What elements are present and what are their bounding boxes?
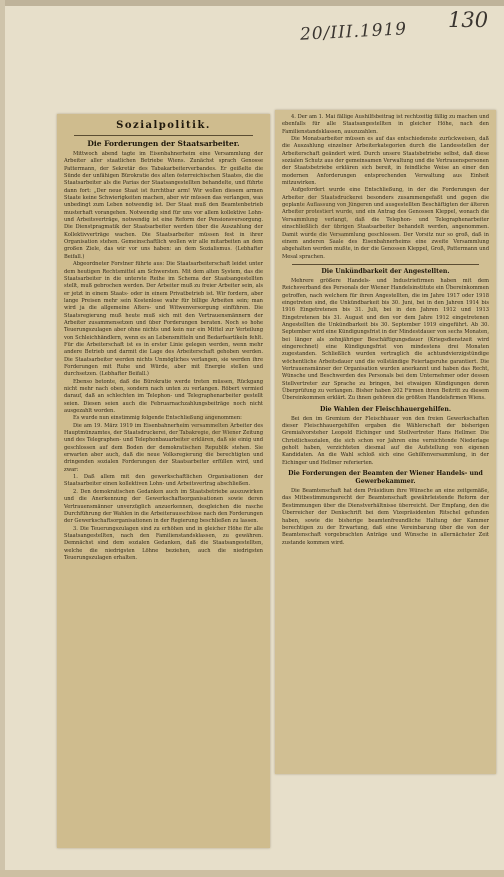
article-title: Die Forderungen der Beamten der Wiener Handels- und Gewerbekammer. [288,470,483,486]
paragraph: Aufgefordert wurde eine Entschließung, in der die Forderungen der Arbeiter der Staatsdruckerei besonders zusammengefaßt und gegen die geplante Auflassung von Jüngeren und ausgestellten Beschäftigten der älteren Arbeiter protestiert wurde, und ein Antrag des Genossen Kleppel, wonach die Versammlung verlangt, daß die Telephon- und Telegraphenarbeiter einschließlich der übrigen Staatsarbeiter behandelt werden, angenommen. Damit wurde die Versammlung geschlossen. Der Vorsitz nur so groß, daß in einem anderen Saale des Eisenbahnerheims eine zweite Versammlung abgehalten werden mußte, in der die Genossen Kleppel, Groß, Pattermann und Mesal sprachen. [282,187,489,260]
left-clipping-text [57,114,270,566]
paragraph: 3. Die Teuerungszulagen sind zu erhöhen und in gleicher Höhe für alle Staatsangestellten, nach den Familienstandsklassen, zu gewähren. Demnächst sind dem sozialen Gedanken, daß die Staatsangestellten, welche die niedrigsten Löhne beziehen, auch die niedrigsten Teuerungszulagen erhalten. [64,525,263,561]
paragraph: 4. Der am 1. Mai fällige Aushilfsbeitrag ist rechtzeitig fällig zu machen und ebenfalls für alle Staatsangestellten in gleicher Höhe, nach den Familienstandsklassen, auszuzahlen. [282,114,489,135]
article-title: Die Unkündbarkeit der Angestellten. [321,267,450,275]
sheet-top-edge [0,0,504,6]
paragraph: Es wurde nun einstimmig folgende Entschließung angenommen: [73,415,242,422]
paragraph: Die Beamtenschaft hat dem Präsidium ihre Wünsche an eine zeitgemäße, das Mitbestimmungsrecht der Beamtenschaft gewährleistende Reform der Bestimmungen über die Dienstverhältnisse überreicht. Der Empfang, den die Überreicher der Denkschrift bei dem Vizepräsidenten Ritschel gefunden haben, sowie die bisherige beamtenfreundliche Haltung der Kammer berechtigen zu der Erwartung, daß eine Vereinbarung über die von der Beamtenschaft vorgebrachten Anträge und Wünsche in allernächster Zeit zustande kommen wird. [282,488,489,546]
paragraph: Mittwoch abend tagte im Eisenbahnerheim eine Versammlung der Arbeiter aller staatlichen Betriebe Wiens. Zunächst sprach Genosse Pattermann, der Sekretär des Tabakarbeiterverbandes. Er geißelte die Sünde der unfähigen Bürokratie des alten österreichischen Staates, die die Staatsarbeiter als die Parias der Staatsangestellten behandelte, und führte dann fort: „Der neue Staat ist furchtbar arm! Wir wollen diesem armen Staate keine Schwierigkeiten machen, aber wir müssen das verlangen, was unbedingt zum Leben notwendig ist. Der Staat muß den Beamtenbetrieb musterhaft vorangehen. Notwendig sind für uns vor allem kollektive Lohn- und Arbeitsverträge, notwendig ist eine Reform der Pensionsversorgung. Die Dienstpragmatik der Staatsarbeiter werden über die Auszahlung der Kollektivverträge wachen. Die Staatsarbeiter müssen fest in ihrer Organisation stehen. Gemeinschaftlich wollen wir alle mitarbeiten an dem großen Ziele, das wir vor uns haben: an dem Sozialismus. (Lebhafter Beifall.) [64,151,263,260]
handwritten-date: 20/III.1919 [299,19,408,45]
paragraph: Die am 19. März 1919 im Eisenbahnerheim versammelten Arbeiter des Hauptmünzamtes, der Staatsdruckerei, der Tabakregie, der Wiener Zeitung und des Telegraphen- und Telephonbauarbeiter erklären, daß sie einig und geschlossen auf dem Boden der demokratischen Republik stehen. Sie erwarten aber auch, daß die neue Volksregierung die berechtigten und dringenden sozialen Forderungen der Staatsarbeiter erfüllen wird, und zwar: [64,422,263,473]
paragraph: Bei den im Gremium der Fleischhauer von den freien Gewerkschaften dieser Fleischhauergehilfen ergaben die Wählerschaft der bisherigen Gremialvorsteher Leopold Eichinger und Stellvertreter Hans Hellmer. Die Christlichsozialen, die sich schon vor Jahren eine vernichtende Niederlage geholt haben, verzichteten diesmal auf die Aufstellung von eigenen Kandidaten. An die Wahl schloß sich eine Gehilfenversammlung, in der Eichinger und Hellmer referierten. [282,415,489,466]
paragraph: Mehrere größere Handels- und Industriefirmen haben mit dem Reichsverband des Personals der Wiener Handelsinstitute ein Übereinkommen getroffen, nach welchem für ihren Angestellten, die im Jahre 1917 oder 1918 eingetreten sind, die Unkündbarkeit bis 30. Juni, bei in den Jahren 1914 bis 1916 Eingetretenen bis 31. Juli, bei in den Jahren 1912 und 1913 Eingetretenen bis 31. August und den vor dem Jahre 1912 eingetretenen Angestellten die Unkündbarkeit bis 30. September 1919 eingeführt. Ab 30. September wird eine Kündigungsfrist in der Mindestdauer von sechs Monaten, bei länger als zehnjähriger Beschäftigungsdauer (Kriegsdienstzeit wird eingerechnet) eine Kündigungsfrist von mindestens drei Monaten zugestanden. Schließlich wurden vertraglich die achtundvierzigstündige wöchentliche Arbeitsdauer und die vollständige Feiertagsruhe garantiert. Die Vertrauensmänner der Organisation wurden anerkannt und haben das Recht, Wünsche und Beschwerden des Personals bei dem Unternehmer oder dessen Stellvertreter zur Sprache zu bringen, bei etwaigen Kündigungen deren Überprüfung zu verlangen. Bisher haben 202 Firmen ihren Beitritt zu diesem Übereinkommen erklärt. Zu ihnen gehören die größten Handelsfirmen Wiens. [282,277,489,402]
paragraph: 2. Den demokratischen Gedanken auch im Staatsbetriebe auszuwirken und die Anerkennung der Gewerkschaftsorganisationen sowie deren Vertrauensmänner unverzüglich anzuerkennen, desgleichen die rasche Durchführung der Wahlen in die Arbeiterausschüsse nach den Forderungen der Gewerkschaftsorganisationen in der Regierung beschließen zu lassen. [64,488,263,525]
paragraph: 1. Daß allem mit den gewerkschaftlichen Organisationen der Staatsarbeiter einen kollektiven Lohn- und Arbeitsvertrag abschließen. [64,474,263,488]
section-divider [74,135,253,136]
article-divider [292,264,479,265]
section-title: Sozialpolitik. [116,120,211,131]
handwritten-number: 130 [448,8,489,32]
paragraph: Ebenso betonte, daß die Bürokratie werde treten müssen, Rückgang nicht mehr nach oben, sondern nach unten zu verlangen. Röbert vermied darauf, daß an schlechten im Telephon- und Telegraphenarbeiter gestellt seien. Diesen seien auch die Februarnachzahlungsbeiträge noch nicht ausgezahlt worden. [64,378,263,415]
sheet-bottom-edge [0,870,504,877]
right-clipping-text [275,110,496,551]
article-title: Die Forderungen der Staatsarbeiter. [87,139,240,148]
newspaper-clipping-left [57,114,270,848]
newspaper-clipping-right [275,110,496,774]
sheet-left-edge [0,0,5,877]
paragraph: Die Monatsarbeiter müssen es auf das entschiedenste zurückweisen, daß die Auszahlung einzelner Arbeiterkategorien durch die Landesstellen der Arbeiterschaft geändert wird. Durch unsere Staatsbetriebe selbst, daß diese sozialen Schutz aus der gemeinsamen Verwaltung und die Vertrauenspersonen der Staatsbetriebe erklären sich bereit, in feindliche Weise an einer den modernen Anforderungen entsprechenden Verwaltung aus Einheit mitzuwirken. [282,136,489,187]
paragraph: Abgeordneter Forstner führte aus: Die Staatsarbeiterschaft leidet unter dem heutigen Rechtsmittel am Schwersten. Mit dem alten System, das die Staatsarbeiter in die unterste Reihe im Schema der Staatsangestellten stellt, muß gebrochen werden. Der Arbeiter muß zu freier Arbeiter sein, als er jetzt in einem Staats- oder in einem Privatbetrieb ist. Wir fordern, aber lange Preisen mehr sein Kostenlose wahr für billige Arbeiten sein; man wird ja die allgemeine Alters- und Witwenversorgung einführen. Die Staatsregierung muß heute muß sich mit den Vertrauensmännern der Arbeiter zusammensetzen und über Forderungen beraten. Noch so hohe Teuerungszulagen aber ohne nichts und kein nur ein Mittel zur Verteilung von Schleichhändlern, wenn es an Lebensmitteln und Bedarfsartikeln fehlt. Für die Arbeiterschaft ist es in erster Linie gelegen werden, wenn mehr andere Betrieb und darmit die Lage des Arbeiterschaft gehoben werden. Die Staatsarbeiter werden nichts Unmögliches verlangen, sie werden ihre Forderungen mit Ruhe und Würde, aber mit Energie stellen und durchsetzen. (Lebhafter Beifall.) [64,261,263,378]
article-title: Die Wahlen der Fleischhauergehilfen. [319,405,452,413]
